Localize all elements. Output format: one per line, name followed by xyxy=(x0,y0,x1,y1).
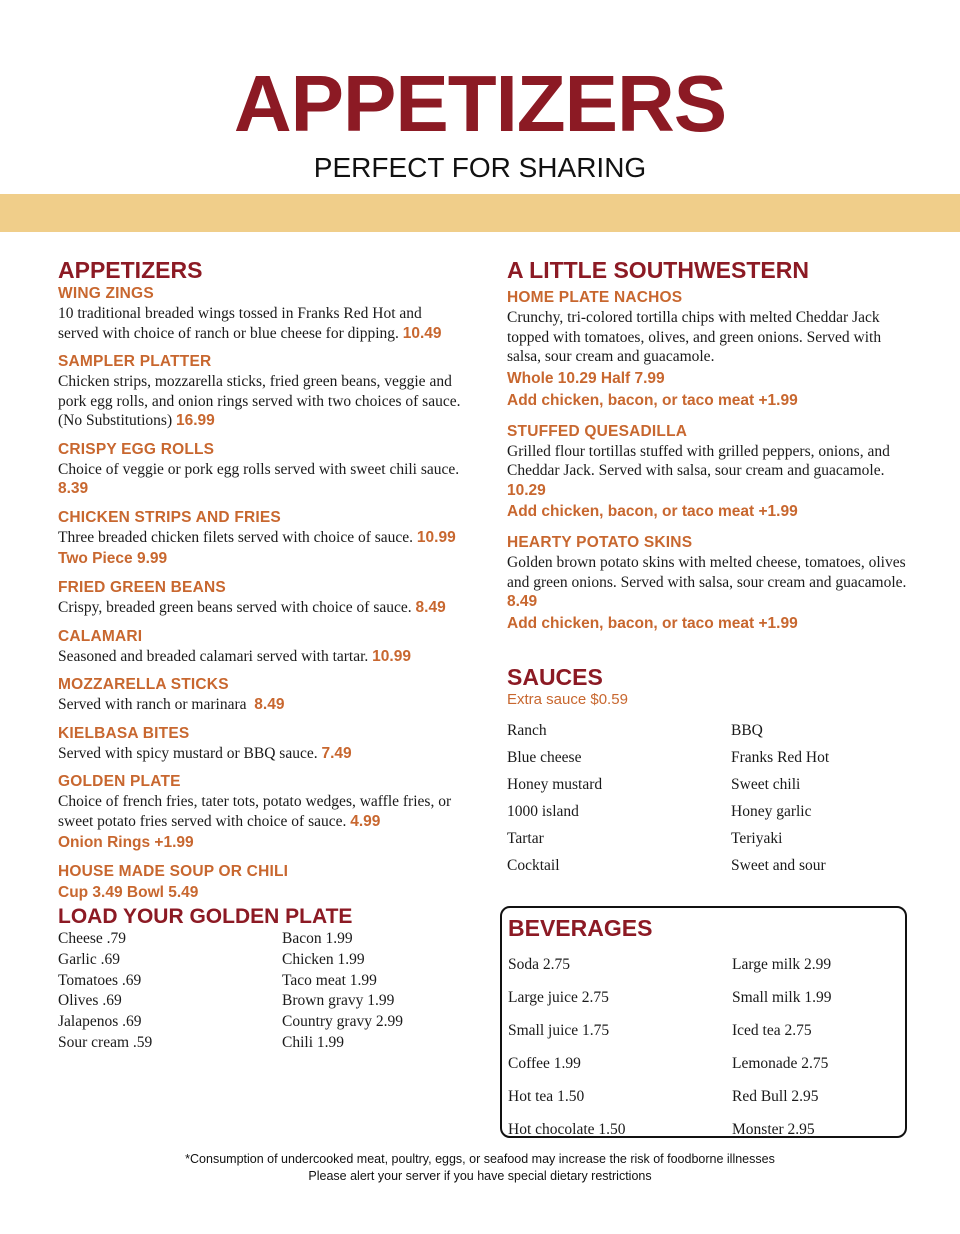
item-price: 4.99 xyxy=(350,812,381,830)
item-price: 16.99 xyxy=(175,412,215,429)
item-price: 10.29 xyxy=(507,481,546,499)
page-title: APPETIZERS xyxy=(233,59,727,148)
list-item: Franks Red Hot xyxy=(731,748,830,766)
section-title-load-plate: LOAD YOUR GOLDEN PLATE xyxy=(58,905,353,928)
item-extra-price: Two Piece 9.99 xyxy=(58,550,168,567)
menu-item-golden-plate xyxy=(58,772,463,853)
list-item: Country gravy 2.99 xyxy=(282,1013,403,1031)
item-name: WING ZINGS xyxy=(58,285,154,302)
list-item: Red Bull 2.95 xyxy=(732,1088,819,1105)
item-description xyxy=(507,442,907,501)
item-extra-price: Onion Rings +1.99 xyxy=(58,834,194,851)
item-desc-text: Chicken strips, mozzarella sticks, fried green beans, veggie and pork egg rolls, and onion rings served with two choices of sauce. (No Substitutions) xyxy=(58,373,461,429)
footer-disclaimer xyxy=(0,1151,960,1185)
item-desc-text: Choice of veggie or pork egg rolls served with sweet chili sauce. xyxy=(58,460,460,478)
list-item: Sweet and sour xyxy=(731,856,826,874)
list-item: Sour cream .59 xyxy=(58,1033,153,1051)
item-description xyxy=(58,744,463,764)
item-price: 10.49 xyxy=(402,324,442,342)
item-desc-text: 10 traditional breaded wings tossed in Franks Red Hot and served with choice of ranch or blue cheese for dipping. xyxy=(58,305,422,342)
list-item: Tartar xyxy=(507,829,544,847)
list-item: Olives .69 xyxy=(58,992,122,1010)
item-description xyxy=(58,372,463,431)
list-item: Soda 2.75 xyxy=(508,956,570,973)
menu-item-hearty-potato-skins xyxy=(507,533,907,634)
list-item: 1000 island xyxy=(507,802,579,820)
list-item: Hot tea 1.50 xyxy=(508,1088,585,1105)
list-item: Sweet chili xyxy=(731,775,801,793)
list-item: Hot chocolate 1.50 xyxy=(508,1121,626,1138)
disclaimer-line: *Consumption of undercooked meat, poultry, eggs, or seafood may increase the risk of foodborne illnesses xyxy=(185,1152,775,1166)
item-description xyxy=(507,553,907,612)
item-desc-text: Choice of french fries, tater tots, potato wedges, waffle fries, or sweet potato fries served with choice of sauce. xyxy=(58,793,452,830)
item-name: SAMPLER PLATTER xyxy=(58,353,212,370)
list-item: Taco meat 1.99 xyxy=(282,971,377,989)
menu-item-crispy-egg-rolls xyxy=(58,440,463,499)
item-description xyxy=(58,304,463,343)
menu-item-wing-zings xyxy=(58,284,463,343)
item-name: CRISPY EGG ROLLS xyxy=(58,440,215,458)
list-item: Small milk 1.99 xyxy=(732,989,832,1006)
list-item: Teriyaki xyxy=(731,829,783,847)
item-name: CHICKEN STRIPS AND FRIES xyxy=(58,508,281,526)
appetizers-column xyxy=(58,256,463,1054)
item-price: 8.49 xyxy=(507,593,538,610)
item-price: 8.49 xyxy=(415,599,446,616)
menu-item-mozzarella-sticks xyxy=(58,675,463,715)
menu-item-kielbasa-bites xyxy=(58,724,463,764)
item-name: FRIED GREEN BEANS xyxy=(58,579,226,596)
item-description xyxy=(58,695,463,715)
item-name: CALAMARI xyxy=(58,627,143,645)
section-title-southwestern: A LITTLE SOUTHWESTERN xyxy=(507,257,809,283)
item-add-on: Add chicken, bacon, or taco meat +1.99 xyxy=(507,614,798,632)
list-item: Brown gravy 1.99 xyxy=(282,992,395,1010)
item-extra-price: Whole 10.29 Half 7.99 xyxy=(507,369,665,387)
item-price: 10.99 xyxy=(416,528,456,546)
list-item: Garlic .69 xyxy=(58,950,120,968)
menu-item-chicken-strips xyxy=(58,508,463,570)
list-item: Chili 1.99 xyxy=(282,1033,345,1051)
item-description xyxy=(58,528,463,548)
load-plate-list xyxy=(58,929,463,1054)
item-add-on: Add chicken, bacon, or taco meat +1.99 xyxy=(507,503,798,520)
list-item: Iced tea 2.75 xyxy=(732,1022,812,1039)
item-extra-price: Cup 3.49 Bowl 5.49 xyxy=(58,884,199,901)
page-subtitle: PERFECT FOR SHARING xyxy=(313,152,647,183)
item-name: MOZZARELLA STICKS xyxy=(58,676,229,693)
list-item: BBQ xyxy=(731,721,763,739)
dietary-note: Please alert your server if you have special dietary restrictions xyxy=(308,1169,652,1183)
menu-item-stuffed-quesadilla xyxy=(507,422,907,523)
sauce-extra-price: Extra sauce $0.59 xyxy=(507,690,628,708)
list-item: Ranch xyxy=(507,721,547,739)
list-item: Lemonade 2.75 xyxy=(732,1055,829,1072)
list-item: Honey garlic xyxy=(731,802,812,820)
list-item: Chicken 1.99 xyxy=(282,950,365,968)
item-name: GOLDEN PLATE xyxy=(58,773,181,790)
item-description xyxy=(58,647,463,667)
item-description xyxy=(58,598,463,618)
item-name: HEARTY POTATO SKINS xyxy=(507,534,693,551)
section-title-sauces: SAUCES xyxy=(507,663,603,690)
item-desc-text: Three breaded chicken filets served with choice of sauce. xyxy=(58,528,414,546)
item-description xyxy=(58,460,463,499)
item-name: KIELBASA BITES xyxy=(58,724,190,742)
item-price: 8.49 xyxy=(254,696,285,713)
item-price: 10.99 xyxy=(372,647,411,665)
menu-item-home-plate-nachos xyxy=(507,288,907,411)
list-item: Tomatoes .69 xyxy=(58,971,142,989)
item-description xyxy=(58,792,463,831)
section-title-beverages: BEVERAGES xyxy=(508,915,653,941)
sauce-list xyxy=(507,717,907,879)
item-desc-text: Served with ranch or marinara xyxy=(58,696,247,713)
list-item: Bacon 1.99 xyxy=(282,930,353,947)
list-item: Honey mustard xyxy=(507,775,603,793)
item-description: Crunchy, tri-colored tortilla chips with melted Cheddar Jack topped with tomatoes, olives, and green onions. Served with salsa, sour cream and guacamole. xyxy=(507,309,882,365)
beverages-box xyxy=(500,906,907,1138)
menu-item-soup-chili xyxy=(58,862,463,903)
list-item: Coffee 1.99 xyxy=(508,1055,581,1072)
item-desc-text: Crispy, breaded green beans served with choice of sauce. xyxy=(58,599,412,616)
item-name: STUFFED QUESADILLA xyxy=(507,422,688,440)
item-desc-text: Served with spicy mustard or BBQ sauce. xyxy=(58,744,318,762)
menu-item-sampler-platter xyxy=(58,352,463,431)
item-name: HOME PLATE NACHOS xyxy=(507,289,683,306)
list-item: Cheese .79 xyxy=(58,930,127,947)
menu-item-calamari xyxy=(58,627,463,667)
list-item: Cocktail xyxy=(507,856,560,874)
menu-item-fried-green-beans xyxy=(58,578,463,618)
list-item: Jalapenos .69 xyxy=(58,1013,142,1031)
beverage-list xyxy=(508,948,902,1146)
section-title-appetizers: APPETIZERS xyxy=(58,257,203,283)
item-desc-text: Seasoned and breaded calamari served with tartar. xyxy=(58,647,369,665)
item-desc-text: Golden brown potato skins with melted cheese, tomatoes, olives and green onions. Served with salsa, sour cream and guacamole. xyxy=(507,554,907,591)
decorative-band xyxy=(0,194,960,232)
item-desc-text: Grilled flour tortillas stuffed with grilled peppers, onions, and Cheddar Jack. Served with salsa, sour cream and guacamole. xyxy=(507,442,890,479)
list-item: Monster 2.95 xyxy=(732,1121,815,1138)
list-item: Blue cheese xyxy=(507,748,582,766)
list-item: Large juice 2.75 xyxy=(508,989,609,1006)
list-item: Small juice 1.75 xyxy=(508,1022,610,1039)
list-item: Large milk 2.99 xyxy=(732,956,832,973)
item-name: HOUSE MADE SOUP OR CHILI xyxy=(58,863,289,880)
item-add-on: Add chicken, bacon, or taco meat +1.99 xyxy=(507,391,798,409)
item-price: 7.49 xyxy=(321,744,352,762)
item-price: 8.39 xyxy=(58,480,89,497)
southwestern-column xyxy=(507,256,907,879)
